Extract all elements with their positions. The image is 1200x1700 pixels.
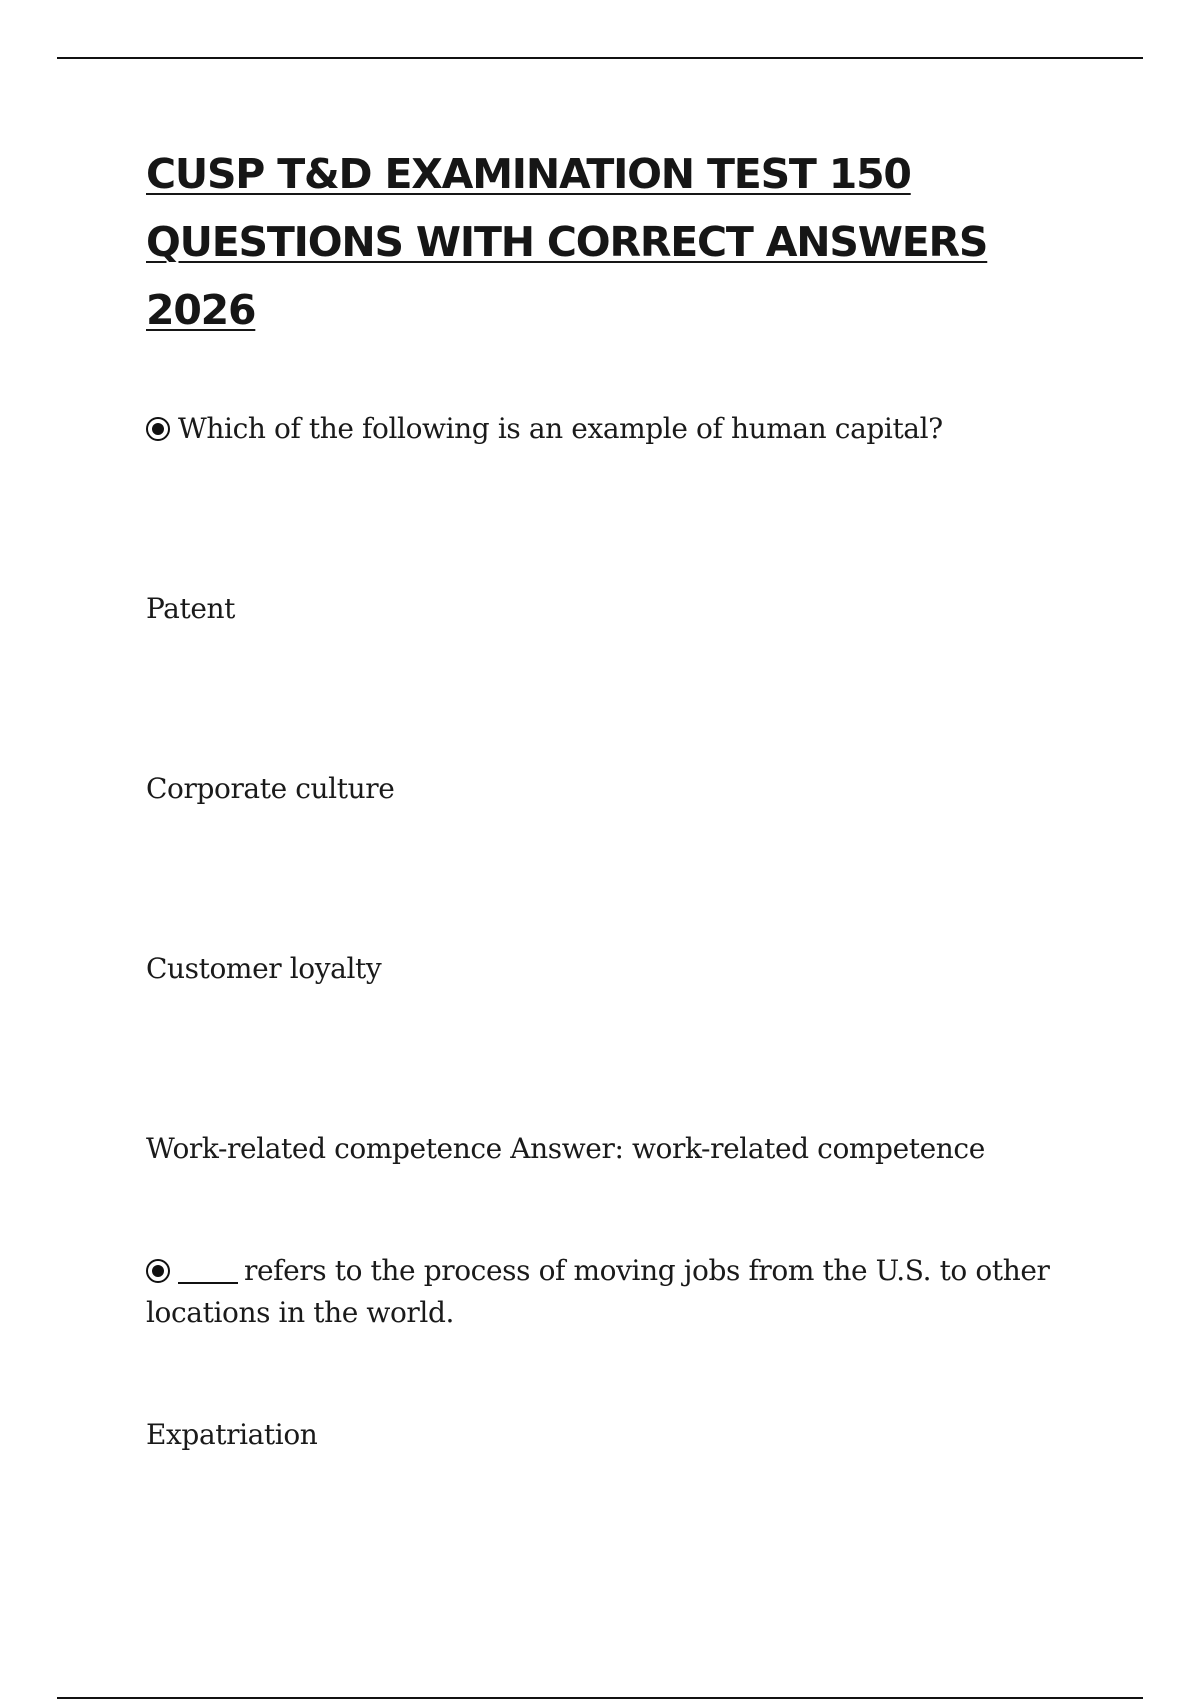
- question-1-text: Which of the following is an example of human capital?: [178, 412, 943, 445]
- document-body: [146, 140, 1086, 1456]
- question-2-text: refers to the process of moving jobs from the U.S. to other locations in the world.: [146, 1254, 1050, 1329]
- question-1: [146, 408, 1086, 450]
- bottom-rule: [57, 1697, 1143, 1699]
- title-line-1: CUSP T&D EXAMINATION TEST 150: [146, 150, 911, 198]
- question-1-option-3: Customer loyalty: [146, 952, 382, 985]
- radio-bullet-icon: [146, 417, 170, 441]
- question-2-option-1: Expatriation: [146, 1418, 318, 1451]
- radio-bullet-icon: [146, 1259, 170, 1283]
- top-rule: [57, 57, 1143, 59]
- question-2: [146, 1250, 1086, 1334]
- fill-in-blank: [178, 1254, 238, 1284]
- document-title: [146, 140, 1086, 344]
- title-line-2: QUESTIONS WITH CORRECT ANSWERS 2026: [146, 218, 988, 334]
- question-1-option-1: Patent: [146, 592, 235, 625]
- question-1-option-2: Corporate culture: [146, 772, 395, 805]
- question-1-option-4-answer: Work-related competence Answer: work-related competence: [146, 1132, 985, 1165]
